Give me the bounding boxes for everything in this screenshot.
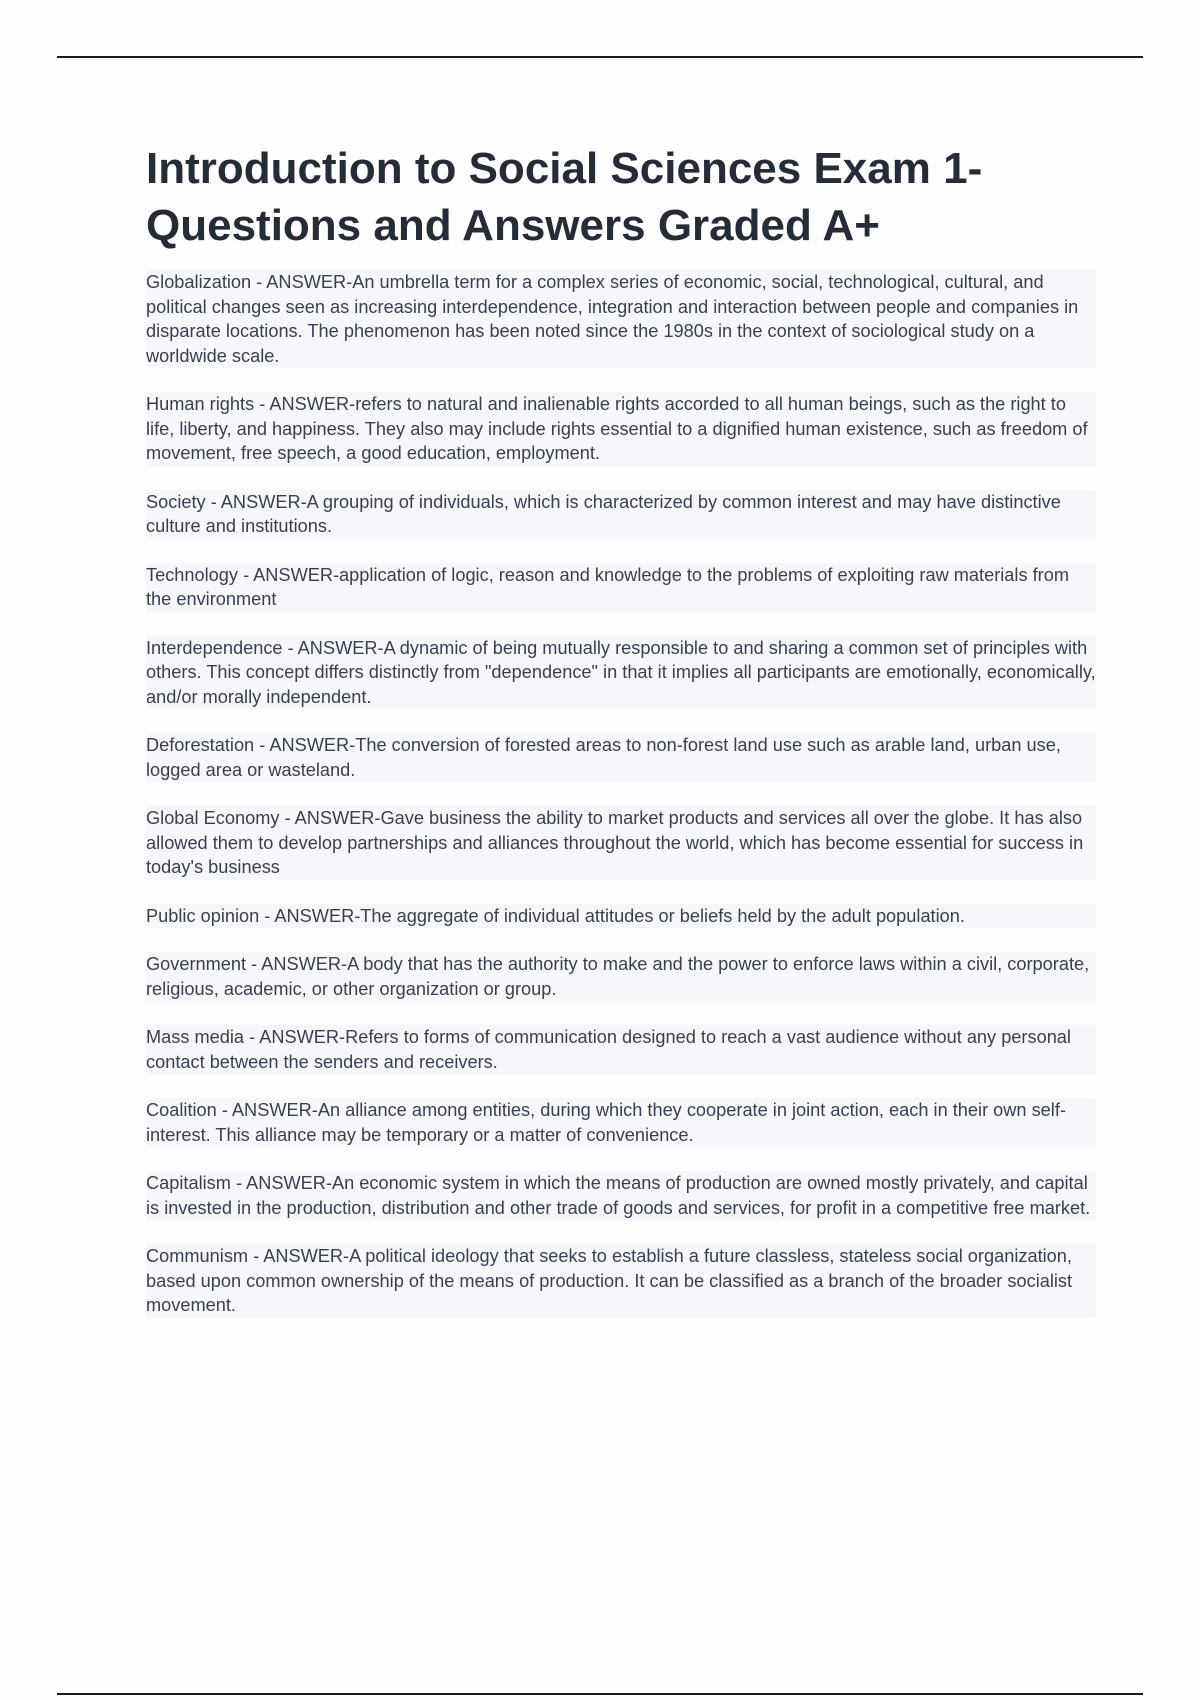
qa-entry-technology: Technology - ANSWER-application of logic, reason and knowledge to the problems of exploiting raw materials from the environment (146, 563, 1096, 612)
qa-entry-government: Government - ANSWER-A body that has the authority to make and the power to enforce laws within a civil, corporate, religious, academic, or other organization or group. (146, 952, 1096, 1001)
qa-entry-deforestation: Deforestation - ANSWER-The conversion of forested areas to non-forest land use such as arable land, urban use, logged area or wasteland. (146, 733, 1096, 782)
qa-entry-human-rights: Human rights - ANSWER-refers to natural and inalienable rights accorded to all human beings, such as the right to life, liberty, and happiness. They also may include rights essential to a dignified human existence, such as freedom of movement, free speech, a good education, employment. (146, 392, 1096, 466)
qa-entry-coalition: Coalition - ANSWER-An alliance among entities, during which they cooperate in joint action, each in their own self-interest. This alliance may be temporary or a matter of convenience. (146, 1098, 1096, 1147)
page-title: Introduction to Social Sciences Exam 1- Questions and Answers Graded A+ (146, 144, 983, 250)
qa-entry-capitalism: Capitalism - ANSWER-An economic system in which the means of production are owned mostly privately, and capital is invested in the production, distribution and other trade of goods and services, for profit in a competitive free market. (146, 1171, 1096, 1220)
document-body (146, 140, 1096, 1342)
qa-entry-society: Society - ANSWER-A grouping of individuals, which is characterized by common interest and may have distinctive culture and institutions. (146, 490, 1096, 539)
qa-entry-global-economy: Global Economy - ANSWER-Gave business the ability to market products and services all over the globe. It has also allowed them to develop partnerships and alliances throughout the world, which has become essential for success in today's business (146, 806, 1096, 880)
qa-entry-public-opinion: Public opinion - ANSWER-The aggregate of individual attitudes or beliefs held by the adult population. (146, 904, 1096, 929)
qa-entry-communism: Communism - ANSWER-A political ideology that seeks to establish a future classless, stateless social organization, based upon common ownership of the means of production. It can be classified as a branch of the broader socialist movement. (146, 1244, 1096, 1318)
qa-entry-interdependence: Interdependence - ANSWER-A dynamic of being mutually responsible to and sharing a common set of principles with others. This concept differs distinctly from "dependence" in that it implies all participants are emotionally, economically, and/or morally independent. (146, 636, 1096, 710)
bottom-divider (57, 1693, 1143, 1695)
qa-entry-globalization: Globalization - ANSWER-An umbrella term for a complex series of economic, social, technological, cultural, and political changes seen as increasing interdependence, integration and interaction between people and companies in disparate locations. The phenomenon has been noted since the 1980s in the context of sociological study on a worldwide scale. (146, 270, 1096, 368)
top-divider (57, 56, 1143, 58)
qa-entry-mass-media: Mass media - ANSWER-Refers to forms of communication designed to reach a vast audience without any personal contact between the senders and receivers. (146, 1025, 1096, 1074)
